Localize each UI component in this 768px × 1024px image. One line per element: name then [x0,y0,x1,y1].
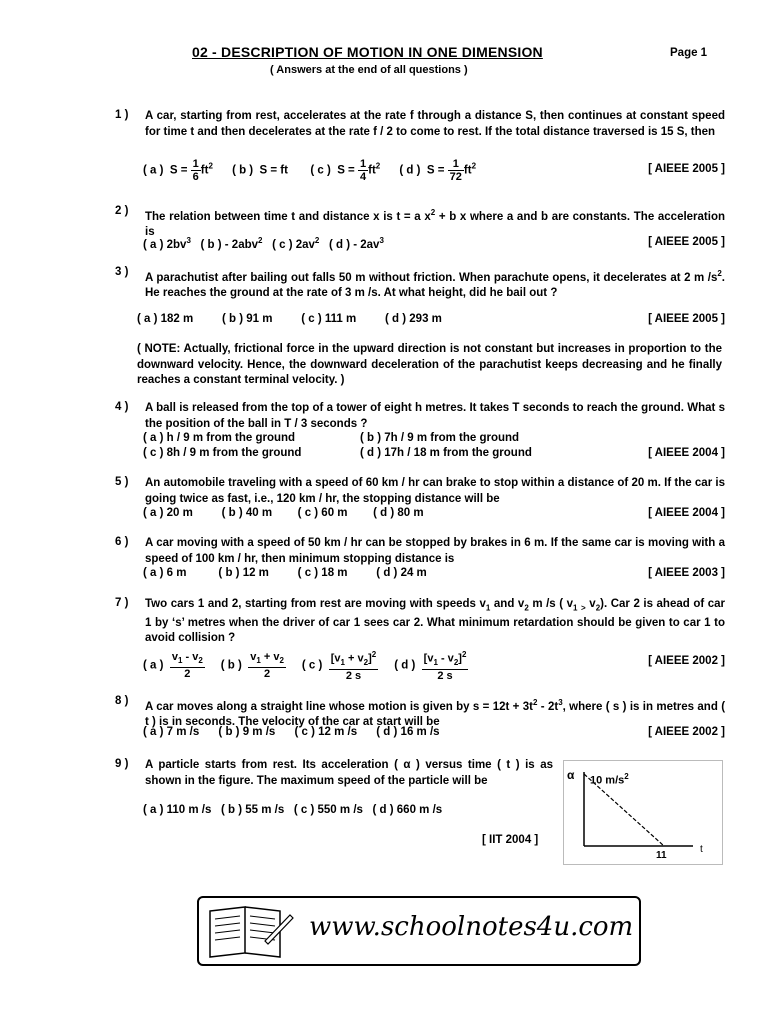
fraction [248,651,286,680]
question-text-part: and v [493,598,525,610]
fraction [329,649,378,682]
fraction [448,158,464,183]
question-text-part: - 2t [540,700,559,713]
exam-reference: [ AIEEE 2005 ] [648,163,725,175]
fraction [358,158,368,183]
exam-reference: [ AIEEE 2005 ] [648,313,725,325]
option-a-var: ft [200,164,209,177]
question-number: 2 ) [115,205,129,217]
fraction [170,651,205,680]
superscript: 2 [375,161,381,171]
superscript: 2 [371,650,377,659]
question-text: A ball is released from the top of a tower of eight h metres. It takes T seconds to reach the ground. What s the position of the ball in T / 3 seconds ? [145,402,725,430]
question-number: 3 ) [115,266,129,278]
question-text-part: Two cars 1 and 2, starting from rest are moving with speeds v [145,598,486,610]
question-5 [115,476,725,526]
numerator [248,651,286,668]
question-number: 1 ) [115,109,129,121]
page-subtitle: ( Answers at the end of all questions ) [270,64,468,76]
option-c: ( c ) 8h / 9 m from the ground [143,447,302,459]
denominator: 2 s [345,669,362,682]
option-d-text: S = [426,164,445,177]
subscript: 1 [573,603,578,613]
subscript: 2 [595,603,601,613]
acceleration-time-figure [563,760,723,865]
exam-reference: [ AIEEE 2002 ] [648,726,725,738]
subscript: 2 [524,603,529,613]
page-title: 02 - DESCRIPTION OF MOTION IN ONE DIMENSION [192,44,543,60]
question-text-part: , where ( s ) is in metres and ( t ) is in seconds. The velocity of the car at start will be [145,700,726,729]
option-c-var: ft [368,164,376,177]
options-row [143,447,301,459]
question-text: A particle starts from rest. Its acceleration ( α ) versus time ( t ) is as shown in the figure. The maximum speed of the particle will be [145,759,553,787]
question-text: An automobile traveling with a speed of 60 km / hr can brake to stop within a distance of 20 m. If the car is going twice as fast, i.e., 120 km / hr, the stopping distance will be [145,477,725,505]
subscript: 1 [256,656,261,666]
peak-label [590,772,629,787]
superscript: 3 [558,698,563,707]
denominator: 2 [264,668,271,681]
options-row [143,507,424,519]
option-c: ( c ) 60 m [297,507,348,519]
question-text-part: + b x where a and b are constants. The acceleration is [145,210,726,239]
subscript: 1 [433,657,438,667]
numerator [422,649,469,670]
option-d-label: ( d ) [394,659,416,672]
option-d-var: ft [463,164,472,177]
question-2 [115,205,725,255]
option-a: ( a ) 7 m /s [143,726,200,738]
question-8 [115,695,725,745]
var: - v [182,650,199,663]
question-text-part: The relation between time t and distance x is t = a x [145,210,431,223]
option-b: ( b ) 7h / 9 m from the ground [360,432,520,444]
option-a: ( a ) 6 m [143,567,187,579]
question-text-part: . He reaches the ground at the rate of 3 m /s. At what height, did he bail out ? [145,271,725,300]
option-b-text: S = ft [259,164,288,177]
denominator: 4 [359,171,367,183]
bracket: ] [368,652,372,665]
question-4 [115,401,725,466]
fraction [191,158,201,183]
exam-reference: [ AIEEE 2004 ] [648,447,725,459]
question-1 [115,109,725,189]
note-paragraph: ( NOTE: Actually, frictional force in the upward direction is not constant but increases in proportion to the downward velocity. Hence, the downward deceleration of the parachutist keeps decreasing and he finally reaches a constant terminal velocity. ) [137,343,722,386]
exam-reference: [ AIEEE 2002 ] [648,655,725,667]
option-d: ( d ) 24 m [376,567,427,579]
option-c: ( c ) 111 m [301,313,357,325]
var: v [250,650,257,663]
question-9 [115,758,555,853]
option-d: ( d ) - 2av [328,238,380,251]
option-b: ( b ) - 2abv [200,238,259,251]
options-row [143,432,295,444]
superscript: 2 [208,161,213,171]
subscript: 2 [279,656,284,666]
subscript: 1 [177,656,183,666]
numerator [329,649,378,670]
option-b: ( b ) 40 m [221,507,273,519]
option-a: ( a ) 182 m [137,313,194,325]
option-a-label: ( a ) [143,164,164,177]
option-c: ( c ) 12 m /s [294,726,358,738]
superscript: 2 [624,772,629,781]
options-row [143,158,476,183]
option-a: ( a ) 2bv [143,238,187,251]
superscript: 2 [258,236,263,245]
option-b: ( b ) 12 m [218,567,269,579]
options-row [143,649,468,682]
greater-than: > [581,603,586,613]
options-row [143,804,442,816]
superscript: 2 [314,236,320,245]
options-row [143,726,440,738]
question-text: A car moving with a speed of 50 km / hr can be stopped by brakes in 6 m. If the same car is moving with a speed of 100 km / hr, then minimum stopping distance is [145,537,725,565]
option-a-text: S = [169,164,188,177]
options-row [360,432,519,444]
option-d-label: ( d ) [399,164,421,177]
option-d: ( d ) 17h / 18 m from the ground [360,447,532,459]
option-b: ( b ) 91 m [222,313,273,325]
denominator: 2 [184,668,191,681]
subscript: 1 [485,603,491,613]
var: - v [437,652,454,665]
subscript: 2 [453,657,459,667]
question-text-part: v [589,598,596,610]
option-d: ( d ) 80 m [373,507,424,519]
option-c: ( c ) 2av [272,238,315,251]
figure-svg [563,760,723,865]
exam-reference: [ IIT 2004 ] [482,834,539,846]
var: [v [330,652,341,665]
option-a-label: ( a ) [143,659,164,672]
bracket: ] [458,652,462,665]
option-d: ( d ) 16 m /s [376,726,440,738]
superscript: 2 [532,698,538,707]
option-c: ( c ) 550 m /s [293,804,363,816]
exam-reference: [ AIEEE 2003 ] [648,567,725,579]
option-d: ( d ) 660 m /s [372,804,443,816]
subscript: 2 [363,657,369,667]
question-text-part: A car moves along a straight line whose motion is given by s = 12t + 3t [145,700,533,713]
option-b-label: ( b ) [220,659,242,672]
question-3 [115,266,725,331]
question-text: A car, starting from rest, accelerates at the rate f through a distance S, then continues at constant speed for time t and then decelerates at the rate f / 2 to come to rest. If the total distance traversed is 15 S, then [145,110,725,138]
superscript: 2 [430,208,436,217]
options-row [143,236,384,251]
options-row [143,567,427,579]
options-row [137,313,442,325]
options-row [360,447,532,459]
question-text-part: A parachutist after bailing out falls 50 m without friction. When parachute opens, it decelerates at 2 m /s [145,271,718,284]
numerator: 1 [192,158,199,170]
peak-label-text: 10 m/s [590,774,625,787]
superscript: 3 [379,236,384,245]
option-c-label: ( c ) [301,659,323,672]
superscript: 2 [461,650,467,659]
exam-reference: [ AIEEE 2005 ] [648,236,725,248]
footer-url: www.schoolnotes4u.com [309,912,634,942]
option-d: ( d ) 293 m [385,313,442,325]
denominator: 2 s [437,669,453,682]
option-c-label: ( c ) [310,164,331,177]
question-7 [115,597,726,682]
superscript: 2 [717,269,722,278]
option-a: ( a ) 110 m /s [143,804,212,816]
var: v [171,650,178,663]
option-a: ( a ) h / 9 m from the ground [143,432,296,444]
x-axis-label: t [700,844,703,855]
subscript: 1 [340,657,345,667]
denominator: 6 [192,171,199,183]
numerator: 1 [448,158,464,171]
option-b-label: ( b ) [232,164,254,177]
denominator: 72 [449,171,462,183]
numerator: 1 [359,158,367,170]
superscript: 2 [471,161,477,171]
var: [v [423,652,434,665]
page-number: Page 1 [670,47,708,59]
question-6 [115,536,725,586]
y-axis-label: α [567,768,575,782]
question-text [145,597,725,647]
figure-border [564,761,723,865]
numerator [170,651,205,668]
footer-banner [197,896,641,966]
superscript: 3 [186,236,191,245]
option-b: ( b ) 9 m /s [218,726,276,738]
option-a: ( a ) 20 m [143,507,193,519]
question-number: 5 ) [115,476,129,488]
question-number: 7 ) [115,597,129,609]
question-number: 9 ) [115,758,129,770]
question-number: 6 ) [115,536,129,548]
option-b: ( b ) 55 m /s [221,804,285,816]
question-text-part: m /s ( v [532,598,574,610]
option-c: ( c ) 18 m [297,567,348,579]
option-c-text: S = [337,164,355,177]
x-tick-label: 11 [656,850,667,861]
book-icon [205,901,295,961]
question-number: 4 ) [115,401,129,413]
var: + v [260,650,280,663]
fraction [422,649,469,682]
exam-reference: [ AIEEE 2004 ] [648,507,725,519]
question-number: 8 ) [115,695,129,707]
question-text-part: ). Car 2 is ahead of car 1 by ‘s’ metres when the driver of car 1 sees car 2. What minimum retardation should be given to car 1 to avoid collision ? [145,598,726,645]
var: + v [344,652,364,665]
subscript: 2 [198,656,203,666]
question-text [145,266,725,302]
